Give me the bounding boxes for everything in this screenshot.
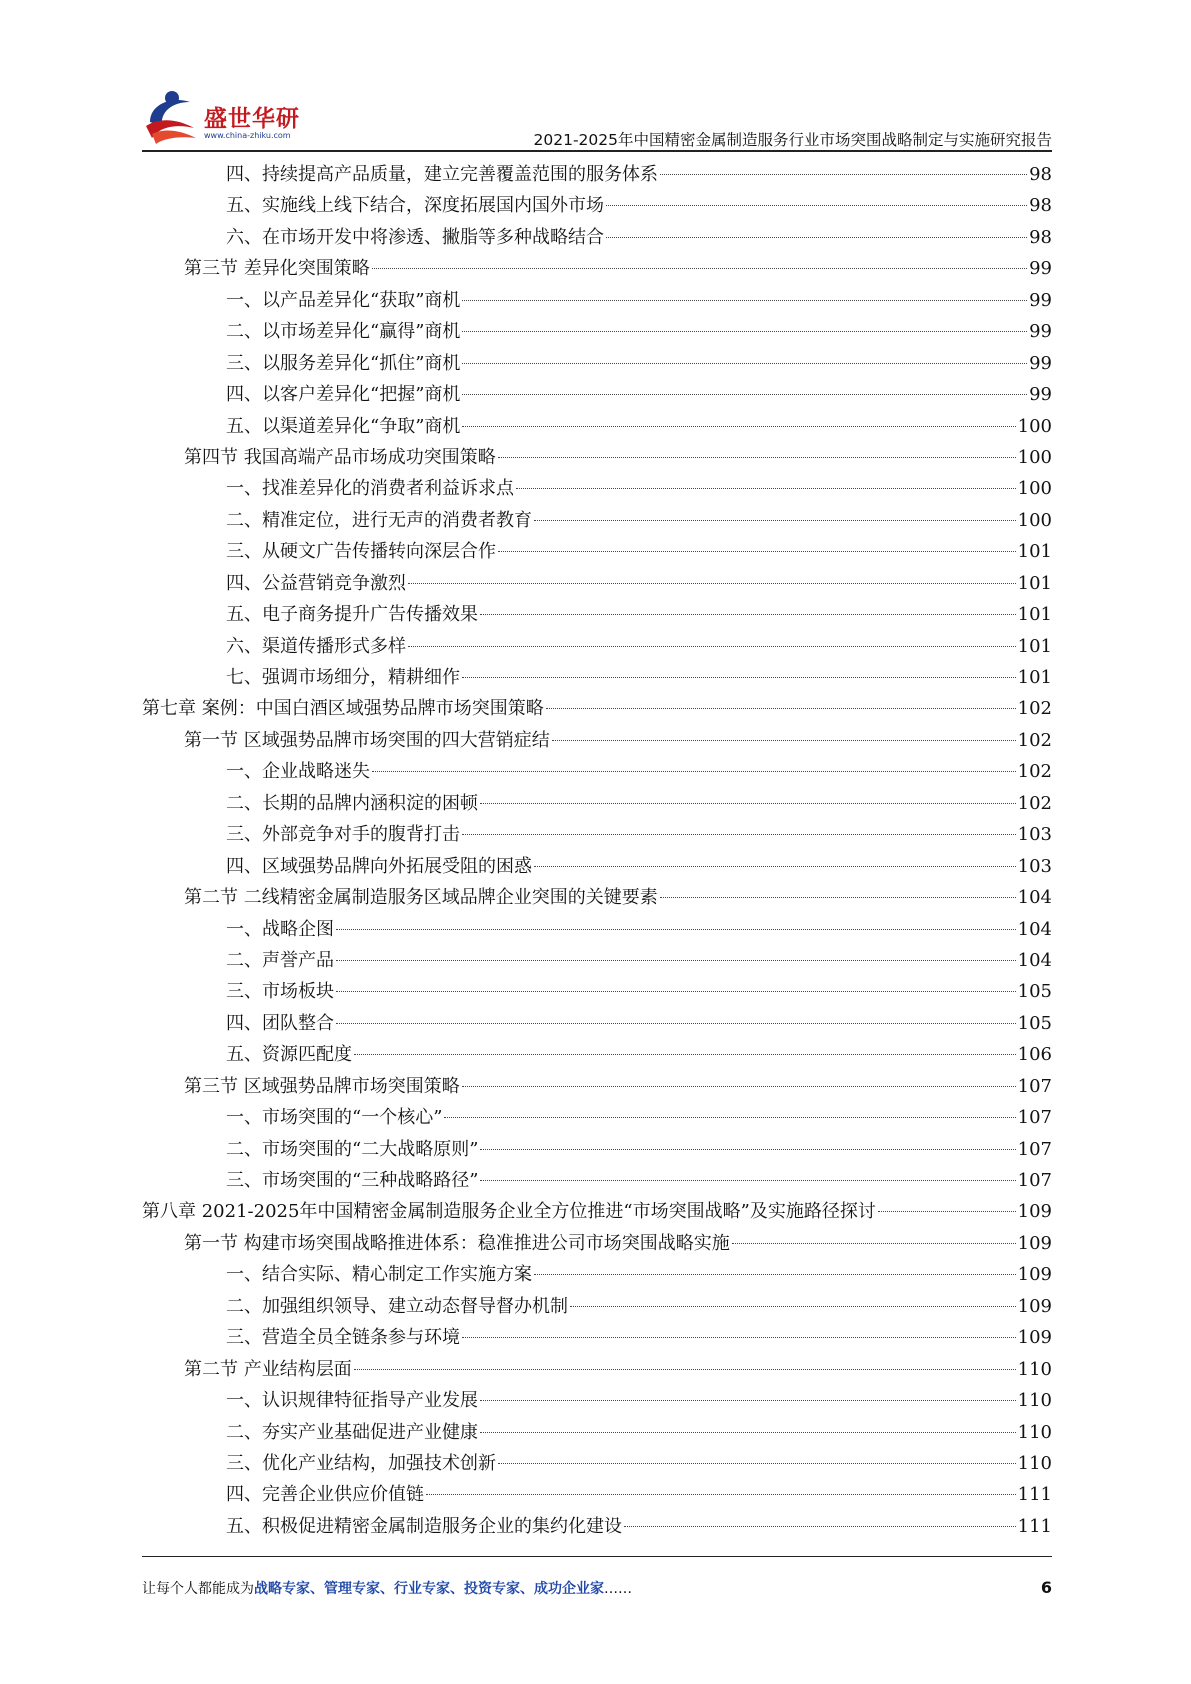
toc-entry[interactable] [142,1385,1052,1416]
toc-entry-label: 三、优化产业结构，加强技术创新 [226,1452,496,1474]
toc-entry-label: 一、市场突围的“一个核心” [226,1107,443,1129]
toc-entry-label: 五、资源匹配度 [226,1044,352,1066]
toc-entry[interactable] [142,788,1052,819]
table-of-contents [142,159,1052,1542]
toc-entry-page: 99 [1029,258,1052,280]
page-footer [142,1578,1052,1602]
toc-entry-page: 109 [1017,1201,1052,1223]
toc-dot-leader [878,1211,1016,1212]
toc-entry-page: 105 [1017,981,1052,1003]
toc-entry[interactable] [142,536,1052,567]
toc-entry[interactable] [142,190,1052,221]
toc-entry-label: 一、企业战略迷失 [226,761,370,783]
toc-entry[interactable] [142,631,1052,662]
toc-dot-leader [372,268,1027,269]
toc-entry-label: 七、强调市场细分，精耕细作 [226,667,460,688]
toc-entry-page: 101 [1017,541,1052,563]
toc-entry[interactable] [142,882,1052,913]
toc-dot-leader [660,174,1027,175]
toc-entry[interactable] [142,851,1052,882]
toc-entry-page: 104 [1017,918,1052,940]
toc-entry-label: 一、结合实际、精心制定工作实施方案 [226,1264,532,1286]
toc-entry-page: 106 [1017,1044,1052,1066]
toc-entry-label: 第七章 案例：中国白酒区域强势品牌市场突围策略 [142,698,544,720]
toc-entry[interactable] [142,1165,1052,1196]
toc-entry[interactable] [142,1196,1052,1227]
toc-entry[interactable] [142,725,1052,756]
toc-dot-leader [336,929,1016,930]
toc-entry-page: 103 [1017,855,1052,877]
toc-entry-label: 四、区域强势品牌向外拓展受阻的困惑 [226,855,532,877]
toc-entry-label: 五、积极促进精密金属制造服务企业的集约化建设 [226,1515,622,1537]
toc-entry-page: 105 [1017,1012,1052,1034]
toc-entry[interactable] [142,285,1052,316]
logo-swoosh-icon [142,82,202,148]
toc-entry[interactable] [142,473,1052,504]
toc-entry-page: 99 [1029,352,1052,374]
toc-entry-label: 四、以客户差异化“把握”商机 [226,384,461,406]
toc-dot-leader [462,394,1027,395]
toc-dot-leader [354,1054,1016,1055]
toc-entry-page: 107 [1017,1107,1052,1129]
toc-dot-leader [444,1117,1015,1118]
toc-entry-label: 第八章 2021-2025年中国精密金属制造服务企业全方位推进“市场突围战略”及实施路径探讨 [142,1201,876,1223]
toc-dot-leader [570,1306,1016,1307]
toc-entry[interactable] [142,756,1052,787]
toc-entry-page: 104 [1017,887,1052,909]
toc-dot-leader [462,300,1027,301]
toc-dot-leader [552,740,1016,741]
toc-entry-page: 109 [1017,1295,1052,1317]
toc-entry-label: 第一节 区域强势品牌市场突围的四大营销症结 [184,729,550,751]
toc-dot-leader [480,614,1016,615]
toc-entry[interactable] [142,1448,1052,1479]
toc-entry-page: 107 [1017,1138,1052,1160]
toc-dot-leader [498,1463,1016,1464]
toc-entry-label: 四、公益营销竞争激烈 [226,572,406,594]
toc-entry[interactable] [142,976,1052,1007]
toc-entry-page: 107 [1017,1170,1052,1191]
toc-entry[interactable] [142,945,1052,976]
toc-entry[interactable] [142,1354,1052,1385]
toc-entry-label: 二、长期的品牌内涵积淀的困顿 [226,792,478,814]
logo-text: 盛世华研 [204,106,300,132]
toc-entry-label: 五、以渠道差异化“争取”商机 [226,415,461,437]
toc-entry-page: 110 [1017,1390,1052,1412]
toc-entry-label: 四、团队整合 [226,1012,334,1034]
toc-entry-label: 第三节 差异化突围策略 [184,258,370,280]
toc-dot-leader [408,583,1016,584]
page-number: 6 [1040,1578,1052,1597]
toc-entry[interactable] [142,1071,1052,1102]
toc-entry-page: 102 [1017,761,1052,783]
toc-entry[interactable] [142,316,1052,347]
toc-entry-label: 二、以市场差异化“赢得”商机 [226,321,461,343]
toc-entry[interactable] [142,1008,1052,1039]
toc-entry-label: 第三节 区域强势品牌市场突围策略 [184,1075,460,1097]
toc-entry-page: 98 [1029,226,1052,248]
toc-dot-leader [660,897,1016,898]
toc-entry[interactable] [142,819,1052,850]
toc-dot-leader [498,551,1016,552]
toc-entry[interactable] [142,599,1052,630]
toc-entry-page: 109 [1017,1264,1052,1286]
toc-entry[interactable] [142,568,1052,599]
toc-entry-page: 111 [1017,1484,1052,1506]
toc-dot-leader [336,991,1016,992]
toc-entry[interactable] [142,1102,1052,1133]
toc-entry-label: 第四节 我国高端产品市场成功突围策略 [184,446,496,468]
toc-dot-leader [336,1023,1016,1024]
toc-entry-page: 101 [1017,667,1052,688]
toc-entry[interactable] [142,1259,1052,1290]
footer-divider [142,1556,1052,1557]
toc-entry[interactable] [142,1322,1052,1353]
slogan-highlight: 战略专家、管理专家、行业专家、投资专家、成功企业家 [254,1581,604,1597]
toc-dot-leader [372,771,1016,772]
toc-entry[interactable] [142,348,1052,379]
toc-dot-leader [462,363,1027,364]
toc-entry-page: 110 [1017,1358,1052,1380]
slogan-suffix: …… [604,1581,632,1597]
toc-dot-leader [480,1432,1016,1433]
toc-dot-leader [480,1180,1015,1181]
toc-entry-page: 110 [1017,1452,1052,1474]
toc-entry[interactable] [142,1039,1052,1070]
toc-entry[interactable] [142,914,1052,945]
toc-entry-page: 109 [1017,1232,1052,1254]
toc-entry[interactable] [142,253,1052,284]
company-logo [142,82,312,148]
toc-dot-leader [462,1337,1016,1338]
toc-dot-leader [534,1274,1016,1275]
toc-dot-leader [534,866,1016,867]
page-header [142,82,1052,150]
toc-entry-page: 100 [1017,509,1052,531]
toc-entry-label: 三、营造全员全链条参与环境 [226,1327,460,1349]
toc-dot-leader [462,331,1027,332]
toc-entry[interactable] [142,1228,1052,1259]
toc-dot-leader [480,1400,1016,1401]
toc-entry[interactable] [142,1417,1052,1448]
toc-entry[interactable] [142,159,1052,190]
toc-entry-page: 102 [1017,792,1052,814]
toc-entry-page: 102 [1017,729,1052,751]
toc-entry-page: 109 [1017,1327,1052,1349]
toc-dot-leader [480,803,1016,804]
toc-dot-leader [546,708,1016,709]
toc-entry[interactable] [142,1479,1052,1510]
report-title: 2021-2025年中国精密金属制造服务行业市场突围战略制定与实施研究报告 [533,131,1052,149]
toc-entry-page: 103 [1017,824,1052,846]
toc-entry[interactable] [142,1511,1052,1542]
toc-entry-page: 102 [1017,698,1052,720]
toc-entry-label: 二、声誉产品 [226,949,334,971]
toc-entry-label: 三、市场突围的“三种战略路径” [226,1170,479,1191]
toc-entry-label: 第二节 二线精密金属制造服务区域品牌企业突围的关键要素 [184,887,658,909]
toc-entry-label: 四、持续提高产品质量，建立完善覆盖范围的服务体系 [226,164,658,185]
toc-entry-page: 101 [1017,604,1052,626]
toc-entry-page: 107 [1017,1075,1052,1097]
toc-dot-leader [336,960,1016,961]
toc-dot-leader [534,520,1016,521]
toc-entry-label: 一、以产品差异化“获取”商机 [226,289,461,311]
toc-entry-label: 三、外部竞争对手的腹背打击 [226,824,460,846]
toc-entry-label: 二、夯实产业基础促进产业健康 [226,1421,478,1443]
toc-entry[interactable] [142,442,1052,473]
toc-entry-page: 101 [1017,572,1052,594]
header-divider [142,150,1052,152]
toc-entry-page: 98 [1029,164,1052,185]
toc-entry-label: 第一节 构建市场突围战略推进体系：稳准推进公司市场突围战略实施 [184,1232,730,1254]
toc-dot-leader [606,237,1027,238]
toc-entry[interactable] [142,662,1052,693]
toc-dot-leader [606,205,1027,206]
toc-entry-label: 六、在市场开发中将渗透、撇脂等多种战略结合 [226,226,604,248]
toc-entry-page: 100 [1017,478,1052,500]
toc-entry-label: 一、战略企图 [226,918,334,940]
toc-entry-page: 111 [1017,1515,1052,1537]
toc-entry[interactable] [142,1291,1052,1322]
toc-entry[interactable] [142,693,1052,724]
toc-dot-leader [462,426,1015,427]
toc-dot-leader [354,1369,1016,1370]
toc-entry-label: 一、找准差异化的消费者利益诉求点 [226,478,514,500]
toc-entry-page: 101 [1017,635,1052,657]
toc-entry-label: 二、加强组织领导、建立动态督导督办机制 [226,1295,568,1317]
toc-dot-leader [462,834,1016,835]
toc-entry-label: 三、以服务差异化“抓住”商机 [226,352,461,374]
slogan-prefix: 让每个人都能成为 [142,1581,254,1597]
toc-entry-page: 100 [1017,446,1052,468]
toc-entry-label: 第二节 产业结构层面 [184,1358,352,1380]
toc-entry-page: 100 [1017,415,1052,437]
toc-entry-label: 四、完善企业供应价值链 [226,1484,424,1506]
toc-dot-leader [462,677,1016,678]
toc-entry-label: 二、精准定位，进行无声的消费者教育 [226,509,532,531]
toc-entry-page: 98 [1029,195,1052,217]
toc-dot-leader [462,1086,1016,1087]
toc-entry-label: 五、电子商务提升广告传播效果 [226,604,478,626]
toc-dot-leader [624,1526,1016,1527]
toc-dot-leader [516,488,1016,489]
toc-entry-label: 三、市场板块 [226,981,334,1003]
toc-entry-label: 一、认识规律特征指导产业发展 [226,1390,478,1412]
toc-entry-page: 110 [1017,1421,1052,1443]
toc-entry-page: 104 [1017,949,1052,971]
toc-entry-page: 99 [1029,321,1052,343]
toc-entry[interactable] [142,222,1052,253]
toc-dot-leader [480,1149,1015,1150]
toc-entry[interactable] [142,411,1052,442]
toc-entry[interactable] [142,379,1052,410]
toc-dot-leader [498,457,1016,458]
toc-dot-leader [732,1243,1016,1244]
toc-entry-label: 三、从硬文广告传播转向深层合作 [226,541,496,563]
toc-dot-leader [426,1494,1016,1495]
toc-entry-page: 99 [1029,384,1052,406]
toc-entry[interactable] [142,505,1052,536]
toc-dot-leader [408,646,1016,647]
toc-entry-page: 99 [1029,289,1052,311]
toc-entry-label: 五、实施线上线下结合，深度拓展国内国外市场 [226,195,604,217]
toc-entry[interactable] [142,1134,1052,1165]
logo-url: www.china-zhiku.com [204,131,291,140]
footer-slogan [142,1578,632,1598]
toc-entry-label: 二、市场突围的“二大战略原则” [226,1138,479,1160]
toc-entry-label: 六、渠道传播形式多样 [226,635,406,657]
